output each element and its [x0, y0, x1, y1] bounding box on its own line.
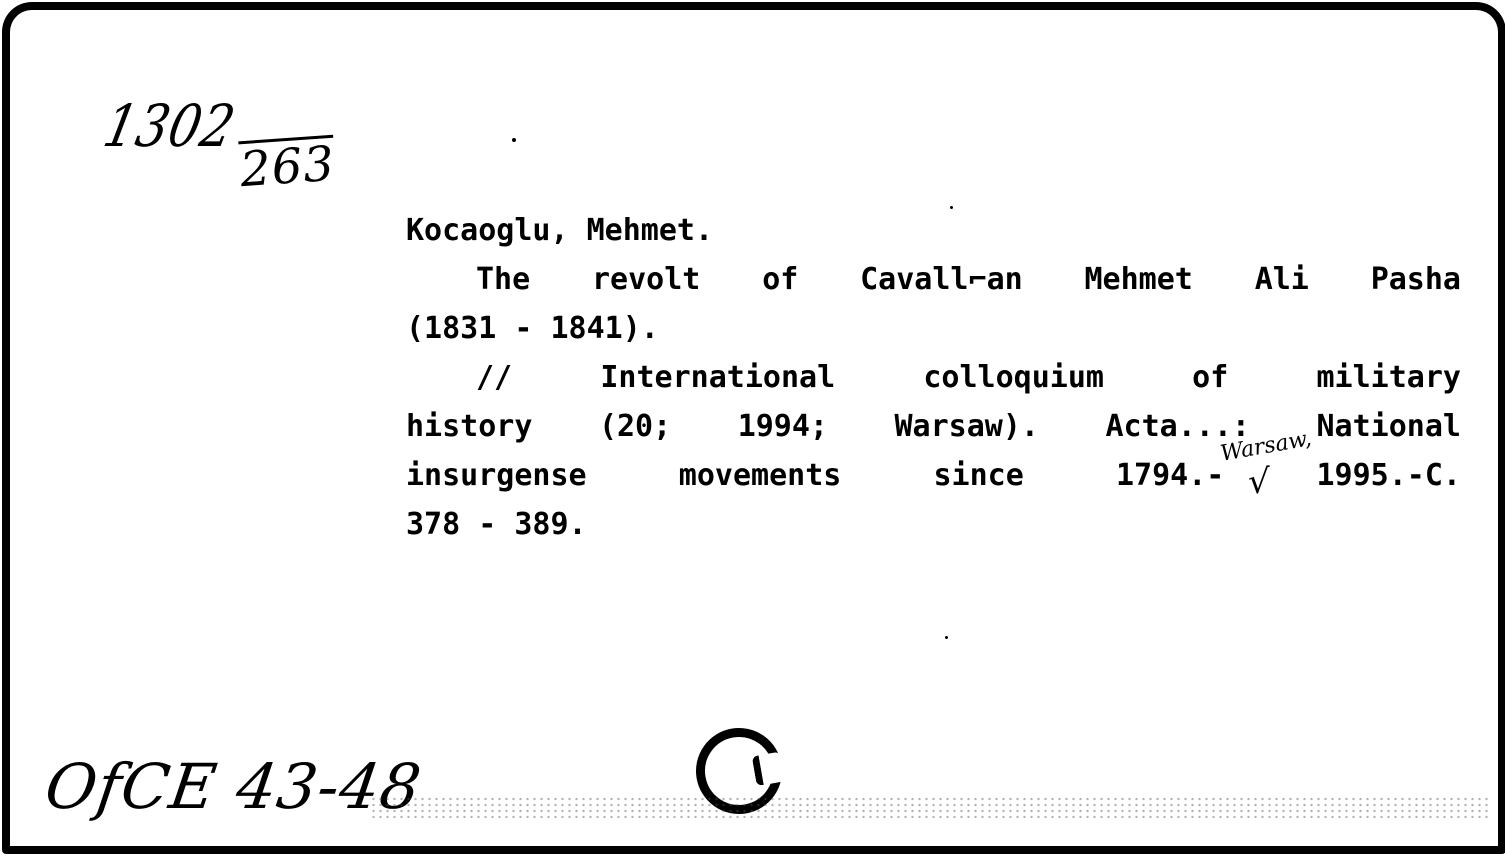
ink-speck — [512, 138, 516, 142]
ink-speck — [945, 636, 948, 639]
series-word: National — [1316, 409, 1461, 444]
title-word: Ali — [1254, 262, 1309, 297]
title-dates: (1831 - 1841). — [406, 311, 659, 346]
shelfmark-subnumber: 263 — [238, 135, 337, 199]
title-line-1 — [406, 255, 1461, 304]
series-word: 1995.-C. — [1316, 458, 1461, 493]
series-word: history — [406, 409, 533, 444]
title-word-split: Cavall⌐an — [860, 262, 1023, 297]
catalog-card — [2, 2, 1505, 854]
series-word: of — [1192, 360, 1229, 395]
series-word: Warsaw). — [894, 409, 1039, 444]
handwritten-correction-mark: ⌐ — [968, 262, 987, 297]
title-word: Mehmet — [1084, 262, 1193, 297]
page-range: 378 - 389. — [406, 507, 587, 542]
bibliographic-entry — [406, 206, 1461, 549]
scan-noise-band — [370, 796, 1490, 818]
series-word: movements — [678, 458, 842, 493]
shelfmark-bottom: OfCE 43-48 — [40, 750, 427, 823]
title-word: revolt — [592, 262, 701, 297]
shelfmark-top — [98, 92, 337, 199]
title-word: of — [762, 262, 799, 297]
series-line-1 — [406, 353, 1461, 402]
insertion-caret-icon: √ — [1248, 462, 1270, 502]
series-word: since — [933, 458, 1024, 493]
author-name: Kocaoglu, Mehmet. — [406, 213, 714, 248]
series-word: // — [476, 360, 513, 395]
series-word: Acta...: — [1105, 409, 1250, 444]
shelfmark-number: 1302 — [98, 92, 242, 160]
series-word: 1994; — [737, 409, 828, 444]
series-word: 1794.- — [1115, 458, 1225, 493]
series-word: insurgense — [406, 458, 587, 493]
series-word: International — [600, 360, 836, 395]
handwritten-insert: Warsaw, — [1218, 426, 1314, 467]
series-word: colloquium — [923, 360, 1104, 395]
title-line-2 — [406, 304, 1461, 353]
pages-line — [406, 500, 1461, 549]
author-line — [406, 206, 1461, 255]
title-word: Pasha — [1370, 262, 1461, 297]
series-word: (20; — [598, 409, 672, 444]
title-word: The — [476, 262, 531, 297]
series-word: military — [1316, 360, 1461, 395]
series-line-3 — [406, 451, 1461, 500]
